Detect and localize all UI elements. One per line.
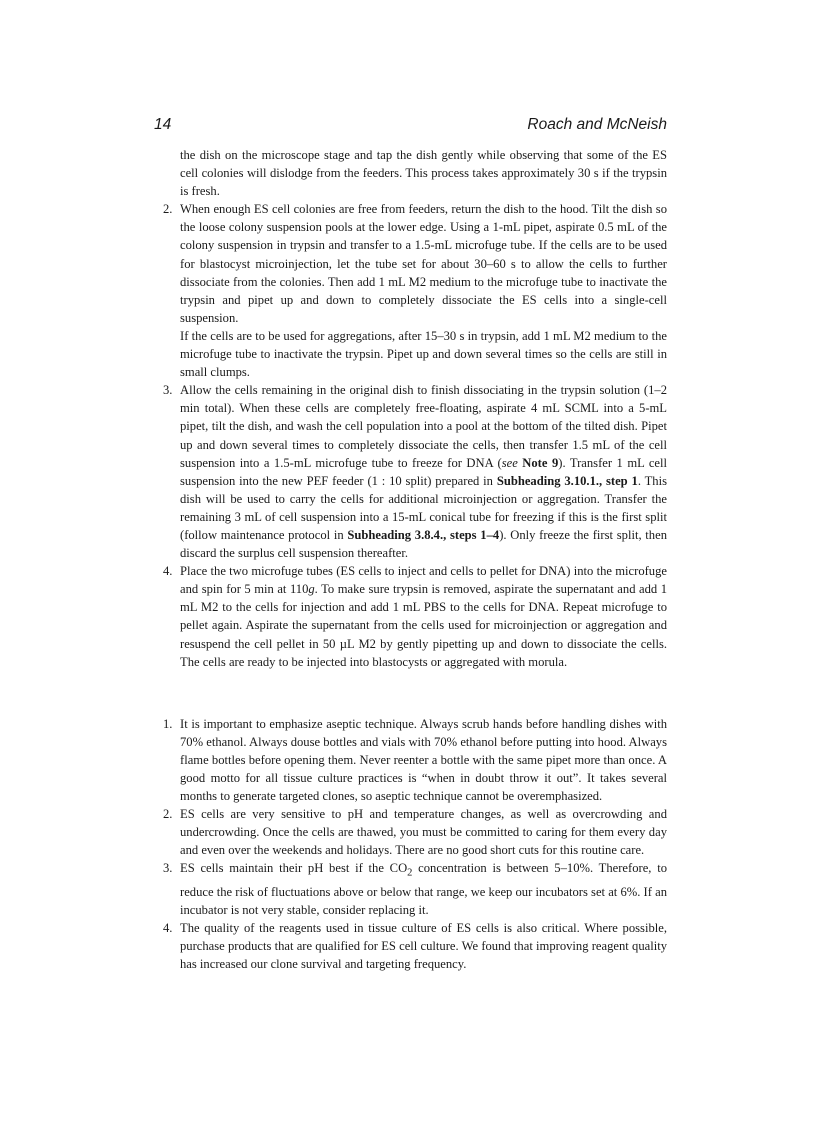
step-text: Place the two microfuge tubes (ES cells to inject and cells to pellet for DNA) into the microfuge and spin for 5 min at 110g. To make sure trypsin is removed, aspirate the supernatant and add 1 mL M2 to the cells for injection and add 1 mL PBS to the cells for DNA. Repeat microfuge to pellet again. Aspirate the supernatant from the cells used for microinjection or aggregation and resuspend the cell pellet in 50 µL M2 by gently pipetting up and down to dissociate the cells. The cells are ready to be injected into blastocysts or aggregated with morula. — [180, 564, 668, 669]
step-number: 4. — [163, 564, 173, 579]
procedure-step-4 — [155, 562, 667, 671]
see-ref: see — [501, 455, 518, 470]
subheading-ref: Subheading 3.10.1., step 1 — [496, 473, 638, 488]
page-number: 14 — [154, 116, 172, 133]
g-force-unit: g — [308, 582, 315, 597]
note-number: 3. — [163, 861, 173, 876]
subscript: 2 — [407, 867, 413, 879]
continuation-paragraph: the dish on the microscope stage and tap the dish gently while observing that some of the ES cell colonies will dislodge from the feeders. This process takes approximately 30 s if the trypsin is fresh. — [180, 148, 667, 199]
procedure-step-2 — [155, 200, 667, 381]
note-2 — [155, 805, 667, 859]
note-1 — [155, 715, 667, 805]
note-number: 2. — [163, 807, 173, 822]
note-text: The quality of the reagents used in tissue culture of ES cells is also critical. Where possible, purchase products that are qualified for ES cell culture. We found that improving reagent quality has increased our clone survival and targeting frequency. — [180, 921, 667, 972]
step-number: 2. — [163, 202, 173, 217]
note-number: 1. — [163, 716, 173, 731]
page-body — [155, 146, 667, 974]
subheading-ref: Subheading 3.8.4., steps 1–4 — [347, 527, 500, 542]
step-number: 3. — [163, 383, 173, 398]
note-3 — [155, 859, 667, 919]
note-number: 4. — [163, 921, 173, 936]
note-text: ES cells are very sensitive to pH and temperature changes, as well as overcrowding and undercrowding. Once the cells are thawed, you must be committed to caring for them every day and even over the weekends and holidays. There are no good short cuts for this routine care. — [180, 807, 667, 858]
section-gap — [155, 671, 667, 715]
step-text: When enough ES cell colonies are free from feeders, return the dish to the hood. Tilt the dish so the loose colony suspension pools at the lower edge. Using a 1-mL pipet, aspirate 0.5 mL of the colony suspension in trypsin and transfer to a 1.5-mL microfuge tube. If the cells are to be used for blastocyst microinjection, let the tube set for about 30–60 s to allow the cells to further dissociate from the colonies. Then add 1 mL M2 medium to the microfuge tube to inactivate the trypsin and pipet up and down to completely dissociate the ES cells into a single-cell suspension. — [180, 202, 667, 325]
page-header — [154, 116, 667, 136]
note-ref: Note 9 — [522, 455, 559, 470]
step-text: Allow the cells remaining in the original dish to finish dissociating in the trypsin solution (1–2 min total). When these cells are completely free-floating, aspirate 4 mL SCML into a 5-mL pipet, tilt the dish, and wash the cell population into a pool at the bottom of the tilted dish. Pipet up and down several times to completely dissociate the cells, then transfer 1.5 mL of the cell suspension into a 1.5-mL microfuge tube to freeze for DNA (see Note 9). Transfer 1 mL cell suspension into the new PEF feeder (1 : 10 split) prepared in Subheading 3.10.1., step 1. This dish will be used to carry the cells for additional microinjection or aggregation. Transfer the remaining 3 mL of cell suspension into a 15-mL conical tube for freezing if this is the first split (follow maintenance protocol in Subheading 3.8.4., steps 1–4). Only freeze the first split, then discard the surplus cell suspension thereafter. — [180, 383, 668, 561]
procedure-step-3 — [155, 381, 667, 562]
step-extra-text: If the cells are to be used for aggregations, after 15–30 s in trypsin, add 1 mL M2 medium to the microfuge tube to inactivate the trypsin. Pipet up and down several times so the cells are still in small clumps. — [180, 328, 667, 380]
note-text: ES cells maintain their pH best if the $CO_2$ concentration is between 5–10%. Therefore, to reduce the risk of fluctuations above or below that range, we keep our incubators set at 6%. If an incubator is not very stable, consider replacing it. — [180, 861, 667, 918]
running-title: Roach and McNeish — [527, 116, 667, 133]
note-text: It is important to emphasize aseptic technique. Always scrub hands before handling dishes with 70% ethanol. Always douse bottles and vials with 70% ethanol before putting into hood. Always flame bottles before opening them. Never reenter a bottle with the same pipet more than once. A good motto for all tissue culture practices is “when in doubt throw it out”. It takes several months to generate targeted clones, so aseptic technique cannot be overemphasized. — [180, 716, 667, 804]
note-4 — [155, 919, 667, 973]
